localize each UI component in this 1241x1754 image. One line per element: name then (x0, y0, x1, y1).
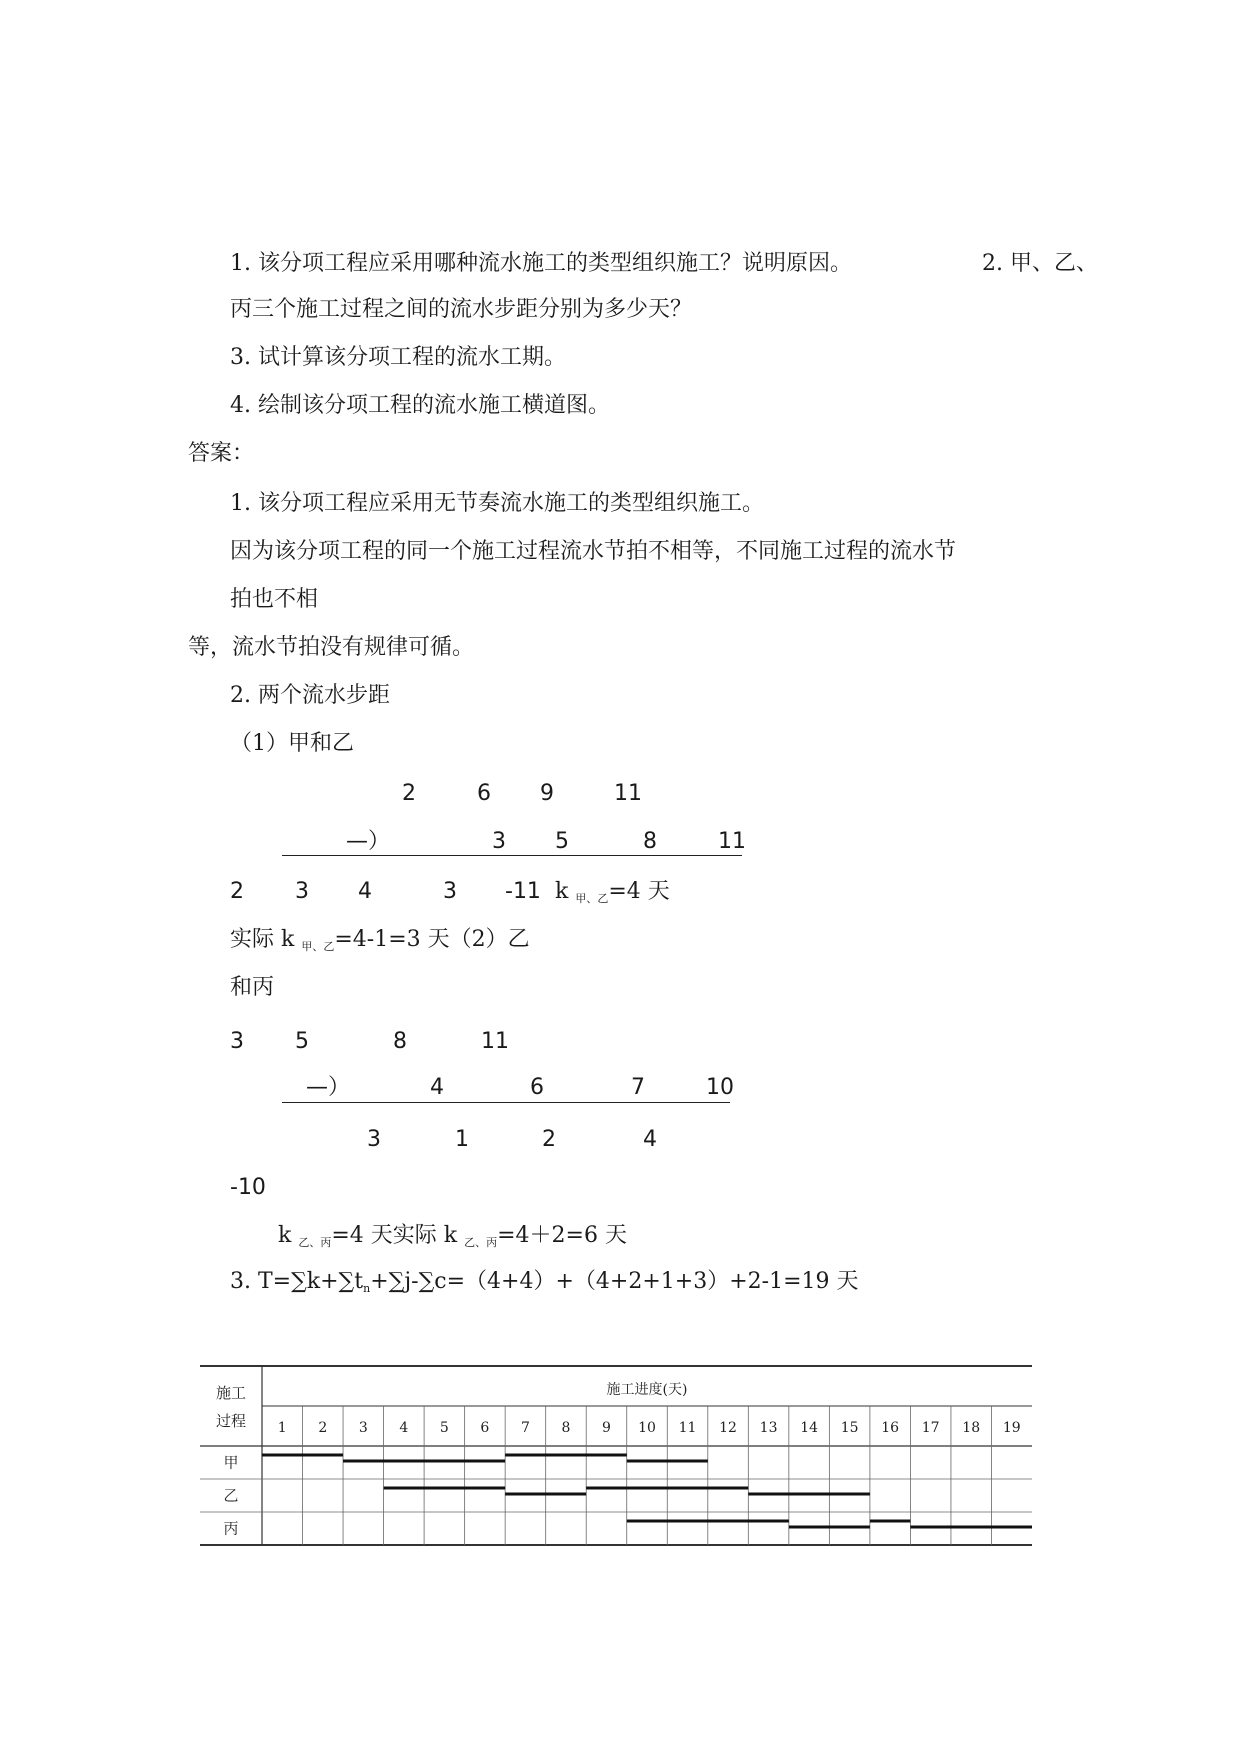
gantt-day-label: 17 (921, 1420, 940, 1436)
actual-k-1-subscript: 甲、乙 (301, 940, 335, 953)
answer-3 (230, 1268, 859, 1303)
gantt-day-label: 14 (800, 1420, 819, 1436)
gantt-day-label: 11 (678, 1420, 697, 1436)
gantt-day-label: 7 (520, 1420, 530, 1436)
gantt-day-label: 15 (840, 1420, 859, 1436)
calc-2-row2-val: 7 (631, 1075, 645, 1100)
gantt-header-process: 施工 (215, 1384, 247, 1402)
calc-1-row3-val: 3 (443, 879, 457, 904)
gantt-process-name: 甲 (223, 1453, 239, 1472)
gantt-day-label: 9 (602, 1420, 611, 1436)
answer-3-prefix: 3. T=∑k+∑t (230, 1269, 364, 1294)
actual-k-1-prefix: 实际 k (230, 927, 295, 952)
gantt-bar (627, 1520, 789, 1523)
calc-1-row2-val: 8 (643, 829, 657, 854)
calc-2-row3-val: 1 (455, 1127, 469, 1152)
answer-3-subscript: n (363, 1282, 371, 1295)
calc-1-row2-val: 5 (555, 829, 569, 854)
calc-1-row3-val: 4 (358, 879, 372, 904)
gantt-day-label: 8 (561, 1420, 571, 1436)
gantt-bar (505, 1454, 627, 1457)
gantt-bar (910, 1526, 1032, 1529)
calc-2-row1-val: 3 (230, 1029, 244, 1054)
answer-1-reason-line-2: 拍也不相 (230, 587, 319, 612)
gantt-day-label: 3 (358, 1420, 368, 1436)
answer-1-reason-line-3: 等，流水节拍没有规律可循。 (188, 635, 475, 660)
calc-2-last: -10 (230, 1175, 266, 1200)
gantt-bar (505, 1493, 586, 1496)
gantt-bar (262, 1454, 343, 1457)
question-3: 3. 试计算该分项工程的流水工期。 (230, 345, 566, 370)
answer-1-reason-line-1: 因为该分项工程的同一个施工过程流水节拍不相等，不同施工过程的流水节 (230, 539, 957, 564)
calc-1-row1-val: 6 (477, 781, 491, 806)
k-2 (278, 1222, 627, 1257)
calc-1-minus-sign: —） (346, 829, 391, 854)
calc-1-row2-val: 11 (718, 829, 746, 854)
actual-k-1 (230, 926, 530, 961)
calc-2-minus-sign: —） (306, 1075, 351, 1100)
gantt-day-label: 16 (881, 1420, 900, 1436)
gantt-bar (748, 1493, 870, 1496)
calc-1-k-subscript: 甲、乙 (575, 892, 609, 905)
calc-1-row3-val: -11 (505, 879, 541, 904)
calc-2-row3-val: 4 (643, 1127, 657, 1152)
calc-1-row2-val: 3 (492, 829, 506, 854)
gantt-chart (200, 1364, 1032, 1546)
calc-2-row2-val: 10 (706, 1075, 734, 1100)
answer-2-sub-1: （1）甲和乙 (230, 731, 354, 756)
gantt-day-label: 10 (638, 1420, 656, 1436)
gantt-day-label: 4 (399, 1420, 409, 1436)
gantt-process-name: 丙 (223, 1519, 239, 1538)
gantt-header-progress: 施工进度(天) (606, 1382, 688, 1398)
calc-2-row1-val: 5 (295, 1029, 309, 1054)
calc-1-k-text: k (555, 879, 569, 904)
answer-1: 1. 该分项工程应采用无节奏流水施工的类型组织施工。 (230, 491, 764, 516)
calc-2-rule (282, 1102, 730, 1103)
gantt-day-label: 1 (277, 1420, 287, 1436)
gantt-bar (627, 1460, 708, 1463)
question-1: 1. 该分项工程应采用哪种流水施工的类型组织施工？说明原因。 (230, 251, 852, 276)
calc-1-row1-val: 2 (402, 781, 416, 806)
answer-2-sub-2: 和丙 (230, 975, 275, 1000)
gantt-bar (870, 1520, 911, 1523)
gantt-day-label: 6 (480, 1420, 490, 1436)
calc-1-row1-val: 9 (540, 781, 554, 806)
question-2: 丙三个施工过程之间的流水步距分别为多少天？ (230, 297, 693, 322)
gantt-bar (789, 1526, 870, 1529)
question-2-start: 2. 甲、乙、 (982, 251, 1098, 276)
gantt-day-label: 13 (759, 1420, 778, 1436)
gantt-day-label: 5 (439, 1420, 449, 1436)
calc-1-row1-val: 11 (614, 781, 642, 806)
calc-1-rule (282, 855, 742, 856)
gantt-day-label: 2 (318, 1420, 328, 1436)
gantt-day-label: 18 (962, 1420, 981, 1436)
question-4: 4. 绘制该分项工程的流水施工横道图。 (230, 393, 610, 418)
calc-2-row1-val: 8 (393, 1029, 407, 1054)
gantt-bar (343, 1460, 505, 1463)
gantt-process-name: 乙 (223, 1486, 239, 1505)
gantt-header-process: 过程 (215, 1412, 247, 1430)
k-2-mid: =4 天实际 k (331, 1223, 458, 1248)
calc-1-k-value: =4 天 (608, 879, 670, 904)
k-2-end: =4＋2=6 天 (497, 1223, 627, 1248)
calc-2-row1-val: 11 (481, 1029, 509, 1054)
gantt-day-label: 12 (719, 1420, 737, 1436)
answer-3-rest: +∑j-∑c=（4+4）+（4+2+1+3）+2-1=19 天 (370, 1269, 859, 1294)
gantt-day-label: 19 (1002, 1420, 1021, 1436)
answer-label: 答案： (188, 441, 255, 466)
k-2-subscript-2: 乙、丙 (464, 1236, 498, 1249)
k-2-text: k (278, 1223, 292, 1248)
actual-k-1-rest: =4-1=3 天（2）乙 (334, 927, 530, 952)
calc-2-row3-val: 3 (367, 1127, 381, 1152)
calc-1-k (555, 878, 670, 913)
calc-2-row3-val: 2 (542, 1127, 556, 1152)
answer-2-title: 2. 两个流水步距 (230, 683, 390, 708)
calc-1-row3-val: 2 (230, 879, 244, 904)
gantt-bar (586, 1487, 748, 1490)
gantt-bar (384, 1487, 506, 1490)
calc-2-row2-val: 6 (530, 1075, 544, 1100)
calc-1-row3-val: 3 (295, 879, 309, 904)
k-2-subscript: 乙、丙 (298, 1236, 332, 1249)
calc-2-row2-val: 4 (430, 1075, 444, 1100)
